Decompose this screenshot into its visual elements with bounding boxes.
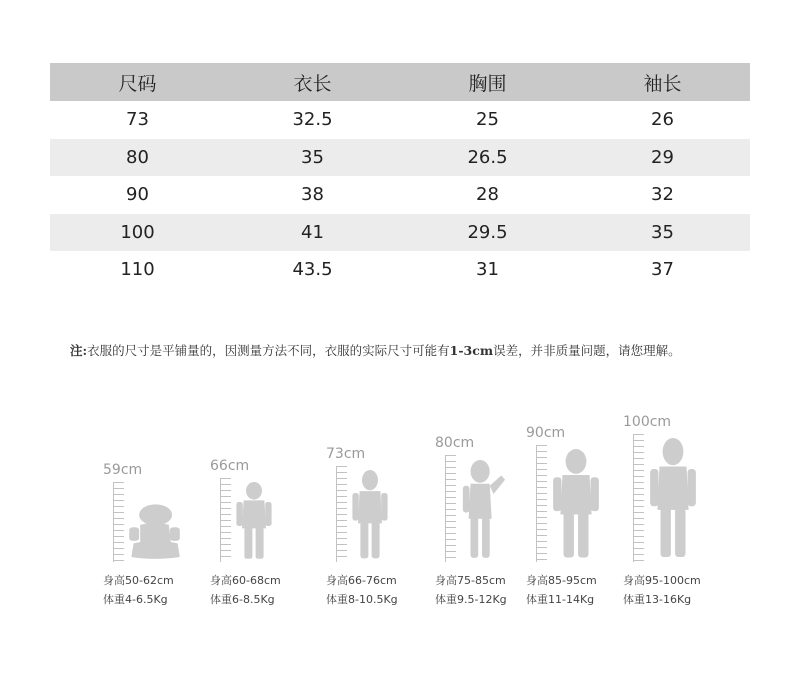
table-row xyxy=(50,214,750,252)
weight-range: 体重4-6.5Kg xyxy=(103,593,168,606)
stage-spec xyxy=(210,571,281,609)
weight-range: 体重8-10.5Kg xyxy=(326,593,398,606)
cell-sleeve: 32 xyxy=(651,184,674,206)
cell-size: 100 xyxy=(50,214,225,252)
height-range: 身高75-85cm xyxy=(435,574,506,587)
cell-size: 73 xyxy=(126,109,149,131)
cell-chest: 26.5 xyxy=(400,139,575,177)
child-silhouette-icon xyxy=(127,500,182,562)
cell-chest: 25 xyxy=(476,109,499,131)
table-header-row xyxy=(50,63,750,101)
weight-range: 体重9.5-12Kg xyxy=(435,593,507,606)
cell-length: 38 xyxy=(301,184,324,206)
stage-spec xyxy=(103,571,174,609)
table-row xyxy=(50,139,750,177)
height-ruler xyxy=(113,482,124,562)
size-chart-table xyxy=(50,63,750,289)
cell-sleeve: 37 xyxy=(651,259,674,281)
height-range: 身高66-76cm xyxy=(326,574,397,587)
header-sleeve: 袖长 xyxy=(575,63,750,101)
cell-sleeve: 35 xyxy=(575,214,750,252)
height-label: 59cm xyxy=(103,462,143,478)
stage-spec xyxy=(435,571,507,609)
child-silhouette-icon xyxy=(459,459,507,562)
table-row xyxy=(50,101,750,139)
header-chest: 胸围 xyxy=(400,63,575,101)
cell-chest: 28 xyxy=(476,184,499,206)
height-label: 66cm xyxy=(210,458,250,474)
weight-range: 体重11-14Kg xyxy=(526,593,595,606)
height-ruler xyxy=(536,445,547,562)
height-range: 身高95-100cm xyxy=(623,574,701,587)
height-label: 100cm xyxy=(623,414,672,430)
cell-sleeve: 26 xyxy=(651,109,674,131)
height-label: 73cm xyxy=(326,446,366,462)
stage-spec xyxy=(526,571,597,609)
cell-length: 35 xyxy=(225,139,400,177)
cell-length: 43.5 xyxy=(292,259,333,281)
cell-length: 41 xyxy=(225,214,400,252)
height-label: 80cm xyxy=(435,435,475,451)
weight-range: 体重13-16Kg xyxy=(623,593,692,606)
child-silhouette-icon xyxy=(647,438,699,562)
cell-chest: 31 xyxy=(476,259,499,281)
note-text-end: 误差，并非质量问题，请您理解。 xyxy=(493,343,681,358)
measurement-note xyxy=(70,341,770,359)
height-range: 身高50-62cm xyxy=(103,574,174,587)
header-size: 尺码 xyxy=(50,63,225,101)
cell-chest: 29.5 xyxy=(400,214,575,252)
stage-spec xyxy=(623,571,701,609)
weight-range: 体重6-8.5Kg xyxy=(210,593,275,606)
height-ruler xyxy=(336,466,347,562)
height-range: 身高85-95cm xyxy=(526,574,597,587)
header-length: 衣长 xyxy=(225,63,400,101)
cell-size: 80 xyxy=(50,139,225,177)
note-error-range: 1-3cm xyxy=(449,343,494,358)
growth-chart xyxy=(0,400,800,630)
height-ruler xyxy=(633,434,644,562)
child-silhouette-icon xyxy=(234,482,274,562)
cell-sleeve: 29 xyxy=(575,139,750,177)
table-row xyxy=(50,176,750,214)
height-range: 身高60-68cm xyxy=(210,574,281,587)
height-label: 90cm xyxy=(526,425,566,441)
stage-spec xyxy=(326,571,398,609)
note-prefix: 注: xyxy=(70,343,88,358)
table-row xyxy=(50,251,750,289)
child-silhouette-icon xyxy=(350,470,390,562)
note-text: 衣服的尺寸是平铺量的，因测量方法不同，衣服的实际尺寸可能有 xyxy=(87,343,450,358)
child-silhouette-icon xyxy=(550,449,602,562)
height-ruler xyxy=(445,455,456,562)
cell-size: 90 xyxy=(126,184,149,206)
cell-length: 32.5 xyxy=(292,109,333,131)
cell-size: 110 xyxy=(120,259,155,281)
height-ruler xyxy=(220,478,231,562)
